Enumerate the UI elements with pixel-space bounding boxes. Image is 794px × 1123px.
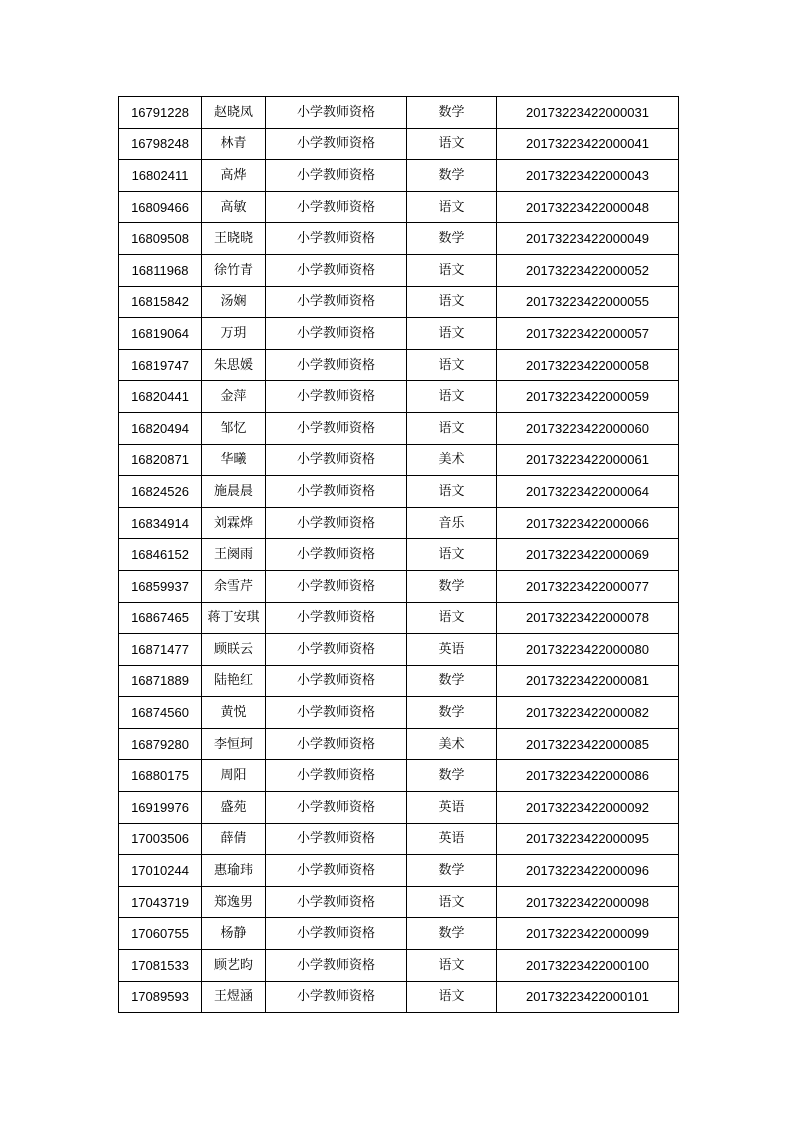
- cell-qualification-type: 小学教师资格: [266, 792, 407, 824]
- cell-qualification-type: 小学教师资格: [266, 981, 407, 1013]
- cell-qualification-type: 小学教师资格: [266, 444, 407, 476]
- cell-candidate-name: 惠瑜玮: [202, 855, 266, 887]
- cell-subject: 语文: [407, 381, 497, 413]
- cell-candidate-id: 16802411: [119, 160, 202, 192]
- cell-certificate-number: 20173223422000048: [497, 191, 679, 223]
- table-row: [119, 823, 679, 855]
- table-row: [119, 697, 679, 729]
- cell-subject: 语文: [407, 318, 497, 350]
- table-row: [119, 665, 679, 697]
- cell-candidate-id: 16819747: [119, 349, 202, 381]
- cell-certificate-number: 20173223422000081: [497, 665, 679, 697]
- cell-certificate-number: 20173223422000049: [497, 223, 679, 255]
- cell-subject: 数学: [407, 855, 497, 887]
- cell-qualification-type: 小学教师资格: [266, 823, 407, 855]
- cell-qualification-type: 小学教师资格: [266, 476, 407, 508]
- table-row: [119, 950, 679, 982]
- cell-certificate-number: 20173223422000055: [497, 286, 679, 318]
- cell-candidate-name: 蒋丁安琪: [202, 602, 266, 634]
- cell-qualification-type: 小学教师资格: [266, 160, 407, 192]
- cell-subject: 英语: [407, 792, 497, 824]
- cell-candidate-name: 高敏: [202, 191, 266, 223]
- table-row: [119, 286, 679, 318]
- table-row: [119, 855, 679, 887]
- cell-candidate-id: 16880175: [119, 760, 202, 792]
- cell-subject: 语文: [407, 981, 497, 1013]
- cell-subject: 数学: [407, 918, 497, 950]
- cell-certificate-number: 20173223422000080: [497, 634, 679, 666]
- cell-subject: 语文: [407, 349, 497, 381]
- table-row: [119, 349, 679, 381]
- cell-candidate-name: 郑逸男: [202, 886, 266, 918]
- records-table-body: [119, 97, 679, 1013]
- table-row: [119, 918, 679, 950]
- cell-candidate-name: 金萍: [202, 381, 266, 413]
- cell-candidate-id: 17060755: [119, 918, 202, 950]
- cell-subject: 语文: [407, 254, 497, 286]
- cell-candidate-id: 16791228: [119, 97, 202, 129]
- cell-certificate-number: 20173223422000058: [497, 349, 679, 381]
- cell-certificate-number: 20173223422000031: [497, 97, 679, 129]
- cell-certificate-number: 20173223422000086: [497, 760, 679, 792]
- cell-qualification-type: 小学教师资格: [266, 886, 407, 918]
- cell-candidate-id: 16809508: [119, 223, 202, 255]
- cell-qualification-type: 小学教师资格: [266, 128, 407, 160]
- cell-candidate-name: 陆艳红: [202, 665, 266, 697]
- cell-subject: 数学: [407, 570, 497, 602]
- cell-candidate-name: 王晓晓: [202, 223, 266, 255]
- cell-candidate-name: 盛苑: [202, 792, 266, 824]
- cell-candidate-id: 16820871: [119, 444, 202, 476]
- cell-subject: 数学: [407, 760, 497, 792]
- cell-subject: 语文: [407, 191, 497, 223]
- cell-candidate-name: 华曦: [202, 444, 266, 476]
- cell-candidate-name: 高烨: [202, 160, 266, 192]
- cell-subject: 数学: [407, 160, 497, 192]
- cell-candidate-name: 徐竹青: [202, 254, 266, 286]
- cell-candidate-name: 刘霖烨: [202, 507, 266, 539]
- cell-candidate-name: 薛倩: [202, 823, 266, 855]
- table-row: [119, 539, 679, 571]
- cell-certificate-number: 20173223422000092: [497, 792, 679, 824]
- cell-candidate-id: 16919976: [119, 792, 202, 824]
- cell-candidate-id: 17043719: [119, 886, 202, 918]
- cell-qualification-type: 小学教师资格: [266, 191, 407, 223]
- cell-candidate-name: 林青: [202, 128, 266, 160]
- cell-qualification-type: 小学教师资格: [266, 254, 407, 286]
- cell-candidate-id: 16859937: [119, 570, 202, 602]
- cell-subject: 数学: [407, 697, 497, 729]
- cell-candidate-id: 16871889: [119, 665, 202, 697]
- table-row: [119, 886, 679, 918]
- cell-candidate-id: 16824526: [119, 476, 202, 508]
- table-row: [119, 570, 679, 602]
- table-row: [119, 444, 679, 476]
- table-row: [119, 223, 679, 255]
- table-row: [119, 634, 679, 666]
- table-row: [119, 254, 679, 286]
- cell-candidate-id: 17010244: [119, 855, 202, 887]
- cell-certificate-number: 20173223422000099: [497, 918, 679, 950]
- cell-subject: 数学: [407, 665, 497, 697]
- cell-candidate-id: 16819064: [119, 318, 202, 350]
- table-row: [119, 191, 679, 223]
- cell-candidate-name: 顾艺昀: [202, 950, 266, 982]
- cell-qualification-type: 小学教师资格: [266, 728, 407, 760]
- cell-subject: 英语: [407, 634, 497, 666]
- cell-certificate-number: 20173223422000077: [497, 570, 679, 602]
- cell-qualification-type: 小学教师资格: [266, 97, 407, 129]
- cell-subject: 数学: [407, 223, 497, 255]
- cell-candidate-id: 16809466: [119, 191, 202, 223]
- cell-subject: 音乐: [407, 507, 497, 539]
- cell-candidate-id: 16798248: [119, 128, 202, 160]
- cell-subject: 语文: [407, 412, 497, 444]
- cell-certificate-number: 20173223422000059: [497, 381, 679, 413]
- cell-candidate-id: 17081533: [119, 950, 202, 982]
- cell-qualification-type: 小学教师资格: [266, 918, 407, 950]
- table-row: [119, 128, 679, 160]
- cell-subject: 美术: [407, 444, 497, 476]
- table-row: [119, 507, 679, 539]
- cell-certificate-number: 20173223422000078: [497, 602, 679, 634]
- cell-certificate-number: 20173223422000069: [497, 539, 679, 571]
- cell-subject: 语文: [407, 539, 497, 571]
- table-row: [119, 728, 679, 760]
- cell-candidate-name: 杨静: [202, 918, 266, 950]
- cell-candidate-id: 16811968: [119, 254, 202, 286]
- cell-candidate-name: 黄悦: [202, 697, 266, 729]
- cell-qualification-type: 小学教师资格: [266, 412, 407, 444]
- cell-candidate-name: 王阕雨: [202, 539, 266, 571]
- cell-certificate-number: 20173223422000061: [497, 444, 679, 476]
- cell-candidate-id: 16820494: [119, 412, 202, 444]
- cell-subject: 英语: [407, 823, 497, 855]
- cell-candidate-id: 16815842: [119, 286, 202, 318]
- cell-subject: 语文: [407, 950, 497, 982]
- cell-certificate-number: 20173223422000064: [497, 476, 679, 508]
- cell-subject: 语文: [407, 476, 497, 508]
- cell-certificate-number: 20173223422000052: [497, 254, 679, 286]
- cell-certificate-number: 20173223422000060: [497, 412, 679, 444]
- cell-subject: 数学: [407, 97, 497, 129]
- table-row: [119, 381, 679, 413]
- table-row: [119, 792, 679, 824]
- cell-certificate-number: 20173223422000085: [497, 728, 679, 760]
- cell-subject: 语文: [407, 128, 497, 160]
- cell-certificate-number: 20173223422000041: [497, 128, 679, 160]
- cell-qualification-type: 小学教师资格: [266, 855, 407, 887]
- cell-qualification-type: 小学教师资格: [266, 602, 407, 634]
- cell-qualification-type: 小学教师资格: [266, 381, 407, 413]
- cell-qualification-type: 小学教师资格: [266, 634, 407, 666]
- cell-candidate-id: 17089593: [119, 981, 202, 1013]
- cell-candidate-name: 施晨晨: [202, 476, 266, 508]
- cell-subject: 语文: [407, 886, 497, 918]
- cell-certificate-number: 20173223422000098: [497, 886, 679, 918]
- cell-qualification-type: 小学教师资格: [266, 539, 407, 571]
- cell-candidate-name: 朱思媛: [202, 349, 266, 381]
- cell-qualification-type: 小学教师资格: [266, 349, 407, 381]
- cell-candidate-name: 顾眹云: [202, 634, 266, 666]
- cell-certificate-number: 20173223422000095: [497, 823, 679, 855]
- table-row: [119, 160, 679, 192]
- cell-qualification-type: 小学教师资格: [266, 286, 407, 318]
- cell-candidate-id: 16871477: [119, 634, 202, 666]
- cell-qualification-type: 小学教师资格: [266, 760, 407, 792]
- cell-candidate-name: 赵晓凤: [202, 97, 266, 129]
- cell-candidate-id: 16846152: [119, 539, 202, 571]
- cell-certificate-number: 20173223422000101: [497, 981, 679, 1013]
- cell-qualification-type: 小学教师资格: [266, 665, 407, 697]
- cell-certificate-number: 20173223422000100: [497, 950, 679, 982]
- cell-qualification-type: 小学教师资格: [266, 950, 407, 982]
- cell-qualification-type: 小学教师资格: [266, 697, 407, 729]
- cell-candidate-name: 王煜涵: [202, 981, 266, 1013]
- cell-qualification-type: 小学教师资格: [266, 318, 407, 350]
- cell-certificate-number: 20173223422000096: [497, 855, 679, 887]
- cell-certificate-number: 20173223422000082: [497, 697, 679, 729]
- table-row: [119, 412, 679, 444]
- cell-candidate-id: 17003506: [119, 823, 202, 855]
- cell-candidate-id: 16874560: [119, 697, 202, 729]
- cell-qualification-type: 小学教师资格: [266, 507, 407, 539]
- records-table: [118, 96, 679, 1013]
- table-row: [119, 476, 679, 508]
- cell-certificate-number: 20173223422000057: [497, 318, 679, 350]
- table-row: [119, 318, 679, 350]
- table-row: [119, 760, 679, 792]
- cell-candidate-id: 16820441: [119, 381, 202, 413]
- cell-candidate-id: 16879280: [119, 728, 202, 760]
- cell-subject: 语文: [407, 286, 497, 318]
- table-row: [119, 981, 679, 1013]
- table-row: [119, 602, 679, 634]
- cell-candidate-name: 余雪芹: [202, 570, 266, 602]
- table-row: [119, 97, 679, 129]
- cell-certificate-number: 20173223422000043: [497, 160, 679, 192]
- cell-candidate-name: 万玥: [202, 318, 266, 350]
- cell-subject: 美术: [407, 728, 497, 760]
- cell-qualification-type: 小学教师资格: [266, 570, 407, 602]
- cell-candidate-name: 汤娴: [202, 286, 266, 318]
- cell-subject: 语文: [407, 602, 497, 634]
- cell-candidate-name: 李恒珂: [202, 728, 266, 760]
- cell-candidate-id: 16867465: [119, 602, 202, 634]
- cell-certificate-number: 20173223422000066: [497, 507, 679, 539]
- cell-candidate-name: 周阳: [202, 760, 266, 792]
- cell-candidate-name: 邹忆: [202, 412, 266, 444]
- cell-qualification-type: 小学教师资格: [266, 223, 407, 255]
- cell-candidate-id: 16834914: [119, 507, 202, 539]
